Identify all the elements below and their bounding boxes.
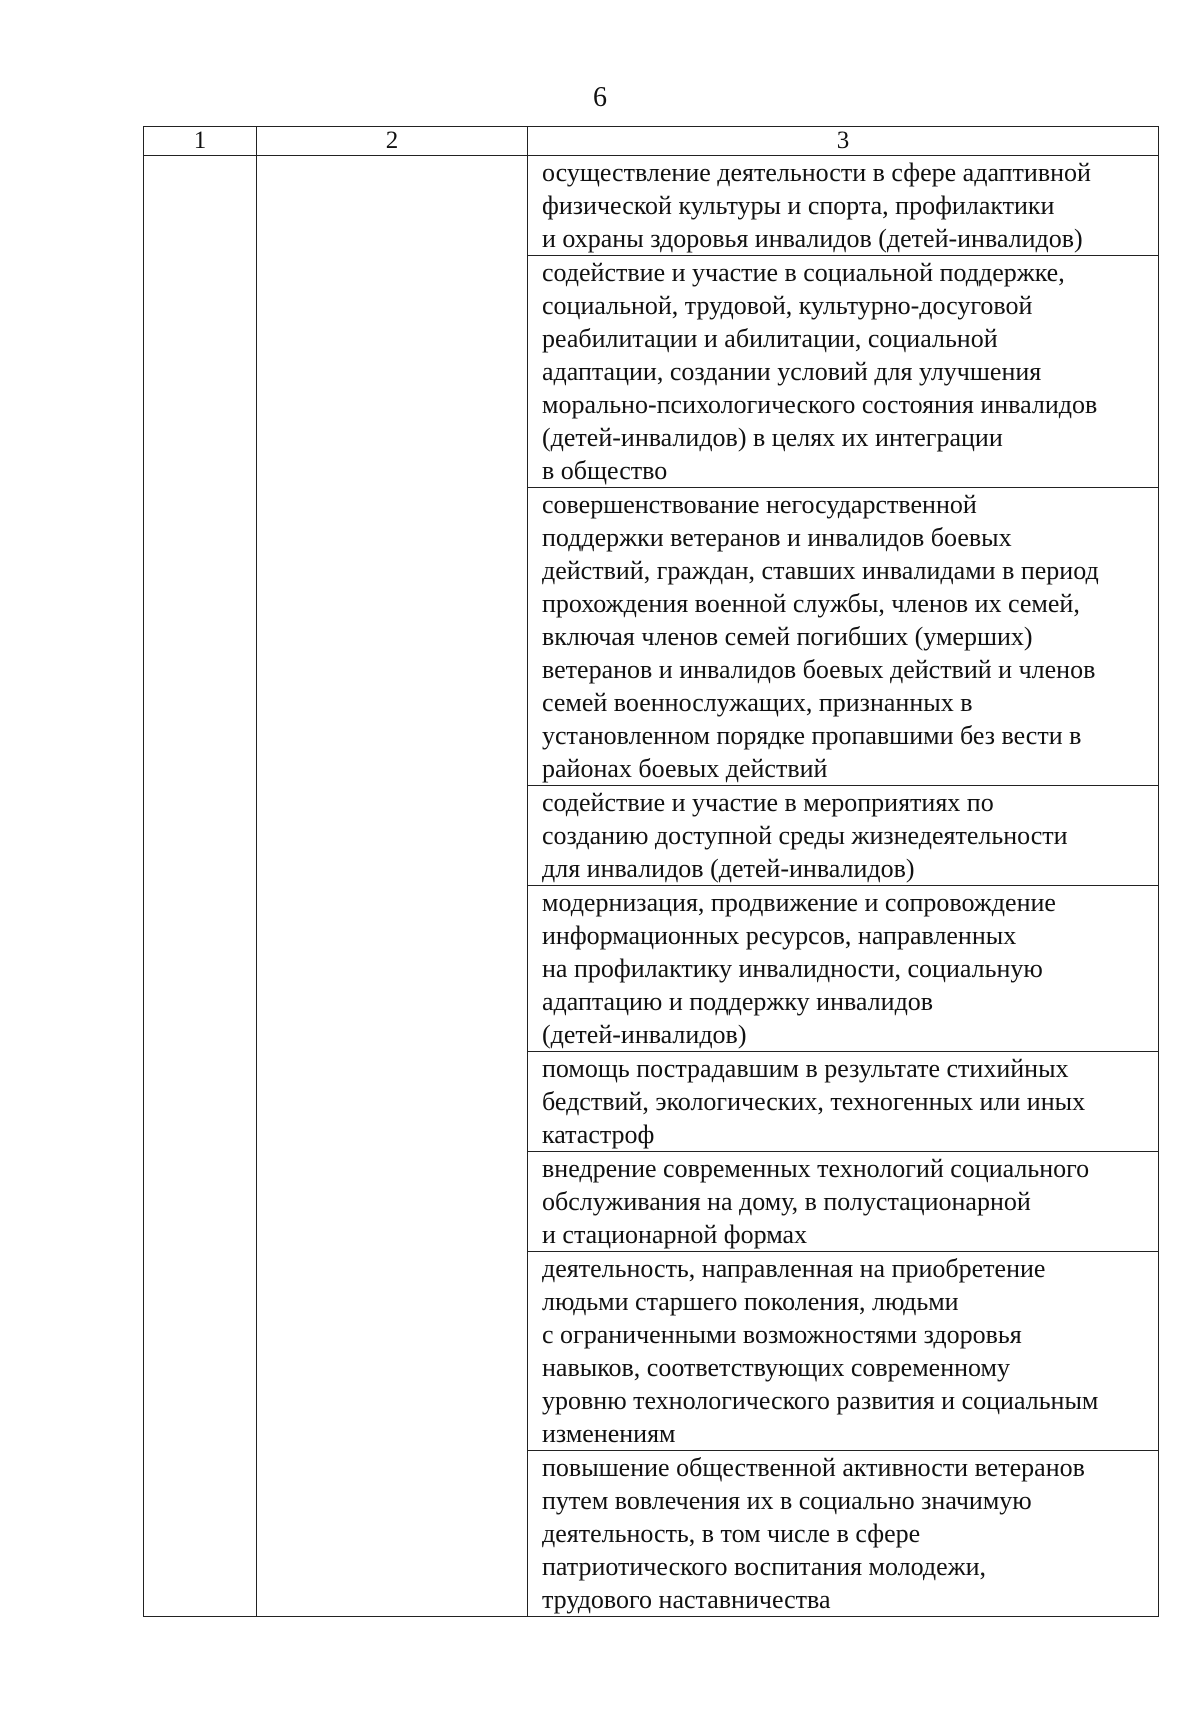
entry-line: на профилактику инвалидности, социальную [542,954,1043,983]
entry-line: изменениям [542,1419,676,1448]
document-table [143,126,1159,1617]
entry-line: трудового наставничества [542,1585,831,1614]
activity-entry [528,156,1159,256]
activity-entry [528,886,1159,1052]
entry-line: путем вовлечения их в социально значимую [542,1486,1032,1515]
activity-entry [528,786,1159,886]
entry-line: адаптации, создании условий для улучшения [542,357,1042,386]
entry-line: (детей-инвалидов) [542,1020,747,1049]
entry-line: и охраны здоровья инвалидов (детей-инвалидов) [542,224,1083,253]
entry-line: обслуживания на дому, в полустационарной [542,1187,1031,1216]
entry-line: уровню технологического развития и социальным [542,1386,1099,1415]
entry-line: физической культуры и спорта, профилактики [542,191,1055,220]
table-body [144,156,1159,1617]
entry-line: ветеранов и инвалидов боевых действий и членов [542,655,1096,684]
column-header-2: 2 [257,127,528,156]
entry-line: патриотического воспитания молодежи, [542,1552,987,1581]
entry-line: реабилитации и абилитации, социальной [542,324,998,353]
activity-entry [528,1451,1159,1617]
column-2-cell [257,156,528,1617]
entry-line: катастроф [542,1120,655,1149]
entry-line: деятельность, в том числе в сфере [542,1519,921,1548]
entry-line: бедствий, экологических, техногенных или иных [542,1087,1086,1116]
entry-line: адаптацию и поддержку инвалидов [542,987,934,1016]
entry-line: внедрение современных технологий социального [542,1154,1090,1183]
page-number: 6 [593,82,607,113]
activity-entry [528,1052,1159,1152]
entry-line: районах боевых действий [542,754,828,783]
entry-line: действий, граждан, ставших инвалидами в период [542,556,1099,585]
entry-line: людьми старшего поколения, людьми [542,1287,959,1316]
entry-line: для инвалидов (детей-инвалидов) [542,854,915,883]
entry-line: социальной, трудовой, культурно-досуговой [542,291,1033,320]
entry-line: в общество [542,456,668,485]
entry-line: семей военнослужащих, признанных в [542,688,973,717]
column-header-1: 1 [144,127,257,156]
entry-line: содействие и участие в мероприятиях по [542,788,994,817]
entry-line: совершенствование негосударственной [542,490,977,519]
entry-line: навыков, соответствующих современному [542,1353,1010,1382]
column-1-cell [144,156,257,1617]
entry-line: содействие и участие в социальной поддержке, [542,258,1065,287]
activity-entry [528,1152,1159,1252]
activity-entry [528,1252,1159,1451]
entry-line: прохождения военной службы, членов их семей, [542,589,1080,618]
entry-line: осуществление деятельности в сфере адаптивной [542,158,1091,187]
entry-line: включая членов семей погибших (умерших) [542,622,1033,651]
entry-line: морально-психологического состояния инвалидов [542,390,1098,419]
entry-line: созданию доступной среды жизнедеятельности [542,821,1068,850]
activity-entry [528,488,1159,786]
entry-line: установленном порядке пропавшими без вести в [542,721,1082,750]
entry-line: информационных ресурсов, направленных [542,921,1017,950]
entry-line: поддержки ветеранов и инвалидов боевых [542,523,1012,552]
entry-line: и стационарной формах [542,1220,808,1249]
table-row [144,156,1159,256]
column-header-3: 3 [528,127,1159,156]
entry-line: модернизация, продвижение и сопровождение [542,888,1056,917]
entry-line: повышение общественной активности ветеранов [542,1453,1085,1482]
entry-line: (детей-инвалидов) в целях их интеграции [542,423,1003,452]
entry-line: деятельность, направленная на приобретение [542,1254,1046,1283]
entry-line: помощь пострадавшим в результате стихийных [542,1054,1069,1083]
table-header-row [144,127,1159,156]
activity-entry [528,256,1159,488]
entry-line: с ограниченными возможностями здоровья [542,1320,1022,1349]
